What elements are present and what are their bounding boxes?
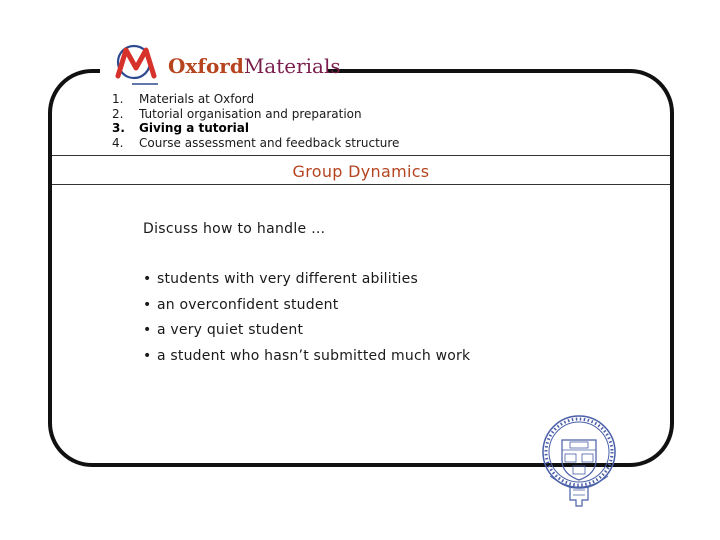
bullet-dot: • — [143, 296, 152, 313]
bullet-dot: • — [143, 348, 152, 365]
agenda-number: 1. — [112, 92, 124, 106]
intro-text: Discuss how to handle … — [143, 221, 326, 237]
bullet-item — [143, 322, 470, 348]
agenda-label: Course assessment and feedback structure — [139, 135, 400, 150]
logo-text — [168, 54, 341, 78]
agenda-label: Giving a tutorial — [139, 121, 249, 135]
agenda-label: Materials at Oxford — [139, 92, 255, 106]
section-title: Group Dynamics — [292, 162, 430, 181]
agenda-number: 2. — [112, 106, 124, 121]
bullet-item — [143, 297, 470, 323]
bullet-list — [143, 271, 470, 374]
bullet-text: a student who hasn’t submitted much work — [157, 348, 471, 365]
bullet-item — [143, 271, 470, 297]
bullet-text: students with very different abilities — [157, 271, 418, 287]
agenda-number: 3. — [112, 121, 125, 135]
logo-text-oxford: Oxford — [168, 54, 244, 78]
bullet-dot: • — [143, 322, 152, 339]
university-of-oxford-seal-icon — [540, 410, 622, 510]
logo-text-materials: Materials — [243, 54, 341, 78]
oxford-materials-logo-icon — [112, 42, 162, 88]
bullet-text: an overconfident student — [157, 296, 339, 313]
agenda-number: 4. — [112, 135, 124, 150]
bullet-text: a very quiet student — [157, 322, 304, 339]
bullet-item — [143, 348, 470, 374]
bullet-dot: • — [143, 271, 152, 287]
agenda-label: Tutorial organisation and preparation — [139, 106, 362, 121]
section-title-band — [52, 155, 670, 185]
